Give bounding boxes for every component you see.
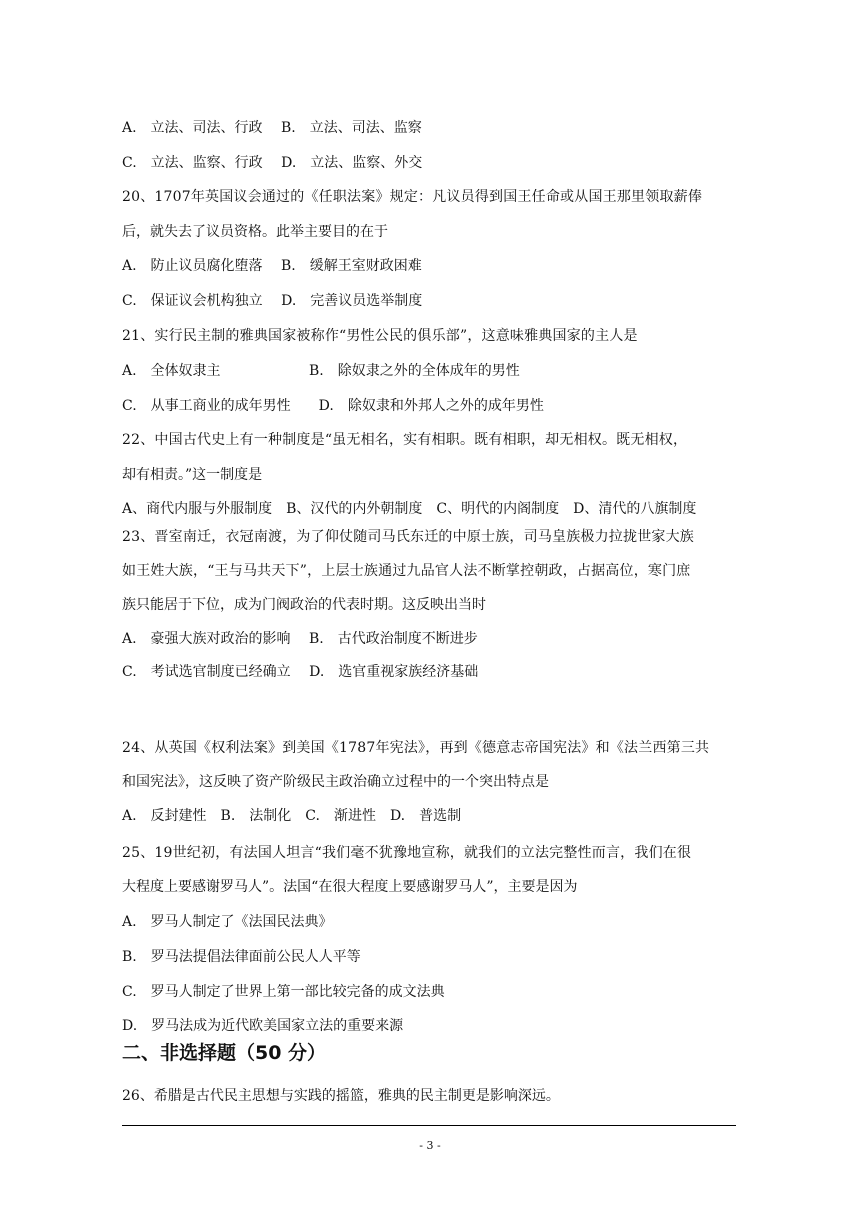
q20-stem-line1: 20、1707年英国议会通过的《任职法案》规定：凡议员得到国王任命或从国王那里领取薪俸 bbox=[122, 189, 703, 205]
q23-options-cd: C. 考试选官制度已经确立 D. 选官重视家族经济基础 bbox=[122, 664, 479, 680]
q25-stem-line1: 25、19世纪初，有法国人坦言“我们毫不犹豫地宣称，就我们的立法完整性而言，我们在很 bbox=[122, 845, 692, 861]
q24-stem-line1: 24、从英国《权利法案》到美国《1787年宪法》，再到《德意志帝国宪法》和《法兰西第三共 bbox=[122, 740, 710, 756]
q25-stem-line2: 大程度上要感谢罗马人”。法国“在很大程度上要感谢罗马人”，主要是因为 bbox=[122, 879, 578, 895]
q22-stem-line1: 22、中国古代史上有一种制度是“虽无相名，实有相职。既有相职，却无相权。既无相权， bbox=[122, 432, 688, 448]
q24-options: A. 反封建性 B. 法制化 C. 渐进性 D. 普选制 bbox=[122, 808, 462, 824]
q25-option-b: B. 罗马法提倡法律面前公民人人平等 bbox=[122, 949, 361, 965]
q23-stem-line3: 族只能居于下位，成为门阀政治的代表时期。这反映出当时 bbox=[122, 597, 486, 613]
q21-options-ab: A. 全体奴隶主 B. 除奴隶之外的全体成年的男性 bbox=[122, 363, 520, 379]
q22-stem-line2: 却有相责。”这一制度是 bbox=[122, 467, 263, 483]
q26-stem: 26、希腊是古代民主思想与实践的摇篮，雅典的民主制更是影响深远。 bbox=[122, 1088, 560, 1104]
q25-option-a: A. 罗马人制定了《法国民法典》 bbox=[122, 914, 333, 930]
q22-options: A、商代内服与外服制度 B、汉代的内外朝制度 C、明代的内阁制度 D、清代的八旗制度 bbox=[122, 501, 697, 517]
q25-option-c: C. 罗马人制定了世界上第一部比较完备的成文法典 bbox=[122, 984, 445, 1000]
q20-stem-line2: 后，就失去了议员资格。此举主要目的在于 bbox=[122, 224, 388, 240]
q21-stem: 21、实行民主制的雅典国家被称作“男性公民的俱乐部”，这意味雅典国家的主人是 bbox=[122, 328, 638, 344]
footer-rule bbox=[122, 1125, 736, 1126]
q20-options-cd: C. 保证议会机构独立 D. 完善议员选举制度 bbox=[122, 293, 423, 309]
q19-options-cd: C. 立法、监察、行政 D. 立法、监察、外交 bbox=[122, 155, 423, 171]
q23-stem-line2: 如王姓大族，“王与马共天下”，上层士族通过九品官人法不断掌控朝政，占据高位，寒门庶 bbox=[122, 563, 691, 579]
page-number: - 3 - bbox=[419, 1139, 441, 1152]
q21-options-cd: C. 从事工商业的成年男性 D. 除奴隶和外邦人之外的成年男性 bbox=[122, 398, 544, 414]
q20-options-ab: A. 防止议员腐化堕落 B. 缓解王室财政困难 bbox=[122, 258, 422, 274]
section-heading: 二、非选择题（50 分） bbox=[122, 1042, 327, 1064]
q23-stem-line1: 23、晋室南迁，衣冠南渡，为了仰仗随司马氏东迁的中原士族，司马皇族极力拉拢世家大族 bbox=[122, 529, 695, 545]
q23-options-ab: A. 豪强大族对政治的影响 B. 古代政治制度不断进步 bbox=[122, 631, 478, 647]
q19-options-ab: A. 立法、司法、行政 B. 立法、司法、监察 bbox=[122, 120, 422, 136]
q24-stem-line2: 和国宪法》，这反映了资产阶级民主政治确立过程中的一个突出特点是 bbox=[122, 774, 549, 790]
q25-option-d: D. 罗马法成为近代欧美国家立法的重要来源 bbox=[122, 1018, 404, 1034]
